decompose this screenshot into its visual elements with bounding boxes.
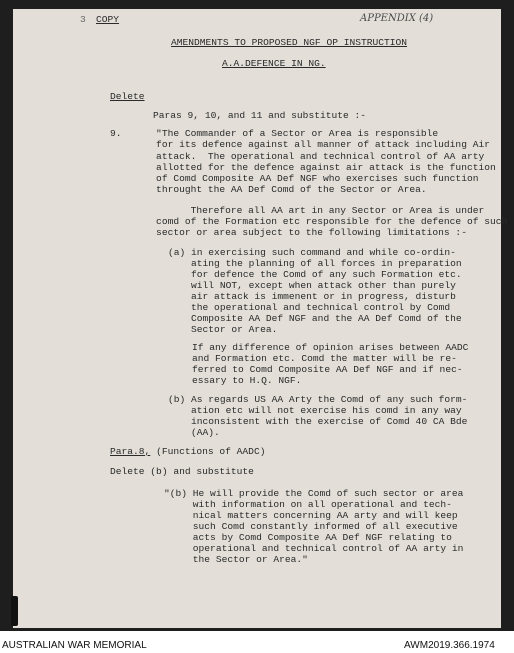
item-b-line: (b) As regards US AA Arty the Comd of any such form-: [168, 394, 468, 405]
paras-instruction: Paras 9, 10, and 11 and substitute :-: [153, 110, 367, 121]
hole-punch-mark: [11, 596, 18, 626]
para-9-line: 9. "The Commander of a Sector or Area is responsible: [110, 128, 439, 139]
substitute-line: acts by Comd Composite AA Def NGF relating to: [164, 532, 452, 543]
para-9-line: attack. The operational and technical control of AA arty: [110, 151, 485, 162]
item-b-line: (AA).: [168, 427, 220, 438]
page-number-mark: 3: [80, 14, 86, 25]
therefore-line: sector or area subject to the following limitations :-: [110, 227, 467, 238]
therefore-line: Therefore all AA art in any Sector or Area is under: [110, 205, 485, 216]
para-8-heading: [110, 446, 265, 457]
substitute-line: operational and technical control of AA arty in: [164, 543, 464, 554]
footer-accession-number: AWM2019.366.1974: [404, 640, 495, 651]
para-9-line: throught the AA Def Comd of the Sector or Area.: [110, 184, 427, 195]
item-a-line: air attack is immenent or in progress, disturb: [168, 291, 456, 302]
para-8-title: (Functions of AADC): [150, 446, 266, 457]
footer-institution: AUSTRALIAN WAR MEMORIAL: [2, 640, 147, 651]
para-9-line: of Comd Composite AA Def NGF who exercises such function: [110, 173, 479, 184]
item-a-line: Sector or Area.: [168, 324, 278, 335]
difference-line: If any difference of opinion arises between AADC: [192, 342, 469, 353]
substitute-line: "(b) He will provide the Comd of such sector or area: [164, 488, 464, 499]
item-a-line: ating the planning of all forces in preparation: [168, 258, 462, 269]
item-a-line: the operational and technical control by Comd: [168, 302, 451, 313]
difference-line: ferred to Comd Composite AA Def NGF and if nec-: [192, 364, 463, 375]
difference-line: and Formation etc. Comd the matter will be re-: [192, 353, 457, 364]
item-a-line: Composite AA Def NGF and the AA Def Comd of the: [168, 313, 462, 324]
item-b-line: ation etc will not exercise his comd in any way: [168, 405, 462, 416]
copy-label: COPY: [96, 14, 120, 25]
para-8-ref: Para.8,: [110, 446, 151, 457]
document-title: AMENDMENTS TO PROPOSED NGF OP INSTRUCTION: [171, 37, 408, 48]
handwritten-note: APPENDIX (4): [360, 13, 434, 24]
para-9-line: allotted for the defence against air attack is the function: [110, 162, 496, 173]
substitute-line: the Sector or Area.": [164, 554, 308, 565]
item-b-line: inconsistent with the exercise of Comd 40 CA Bde: [168, 416, 468, 427]
para-9-line: for its defence against all manner of attack including Air: [110, 139, 490, 150]
item-a-line: will NOT, except when attack other than purely: [168, 280, 456, 291]
therefore-line: comd of the Formation etc responsible for the defence of such: [110, 216, 508, 227]
delete-b-instruction: Delete (b) and substitute: [110, 466, 254, 477]
substitute-line: with information on all operational and tech-: [164, 499, 452, 510]
delete-heading: Delete: [110, 91, 145, 102]
document-subtitle: A.A.DEFENCE IN NG.: [222, 58, 326, 69]
item-a-line: (a) in exercising such command and while co-ordin-: [168, 247, 456, 258]
difference-line: essary to H.Q. NGF.: [192, 375, 302, 386]
substitute-line: nical matters concerning AA arty and will keep: [164, 510, 458, 521]
substitute-line: such Comd constantly informed of all executive: [164, 521, 458, 532]
item-a-line: for defence the Comd of any such Formation etc.: [168, 269, 462, 280]
